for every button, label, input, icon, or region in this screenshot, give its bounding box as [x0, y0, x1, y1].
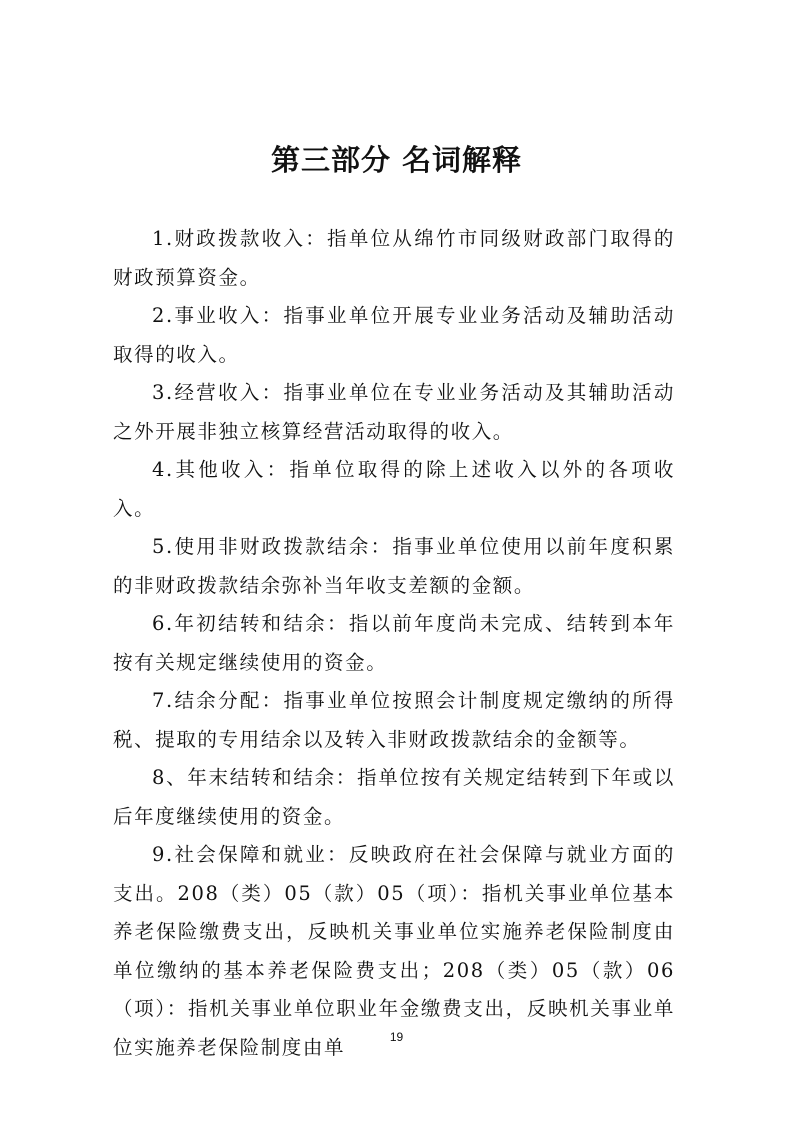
- paragraph-3: 3.经营收入：指事业单位在专业业务活动及其辅助活动之外开展非独立核算经营活动取得的收入。: [113, 381, 675, 443]
- paragraph-6: 6.年初结转和结余：指以前年度尚未完成、结转到本年按有关规定继续使用的资金。: [113, 612, 675, 674]
- paragraph-4: 4.其他收入：指单位取得的除上述收入以外的各项收入。: [113, 458, 675, 520]
- document-body: [113, 220, 675, 1067]
- paragraph-7: 7.结余分配：指事业单位按照会计制度规定缴纳的所得税、提取的专用结余以及转入非财政拨款结余的金额等。: [113, 689, 675, 751]
- paragraph-8: 8、年末结转和结余：指单位按有关规定结转到下年或以后年度继续使用的资金。: [113, 766, 675, 828]
- page-number: 19: [389, 1030, 404, 1044]
- paragraph-1: 1.财政拨款收入：指单位从绵竹市同级财政部门取得的财政预算资金。: [113, 227, 675, 289]
- paragraph-2: 2.事业收入：指事业单位开展专业业务活动及辅助活动取得的收入。: [113, 304, 675, 366]
- page-title: 第三部分 名词解释: [270, 143, 523, 177]
- paragraph-5: 5.使用非财政拨款结余：指事业单位使用以前年度积累的非财政拨款结余弥补当年收支差额的金额。: [113, 535, 675, 597]
- paragraph-9: 9.社会保障和就业：反映政府在社会保障与就业方面的支出。208（类）05（款）05（项）：指机关事业单位基本养老保险缴费支出，反映机关事业单位实施养老保险制度由单位缴纳的基本养老保险费支出；208（类）05（款）06（项）：指机关事业单位职业年金缴费支出，反映机关事业单位实施养老保险制度由单: [113, 843, 675, 1059]
